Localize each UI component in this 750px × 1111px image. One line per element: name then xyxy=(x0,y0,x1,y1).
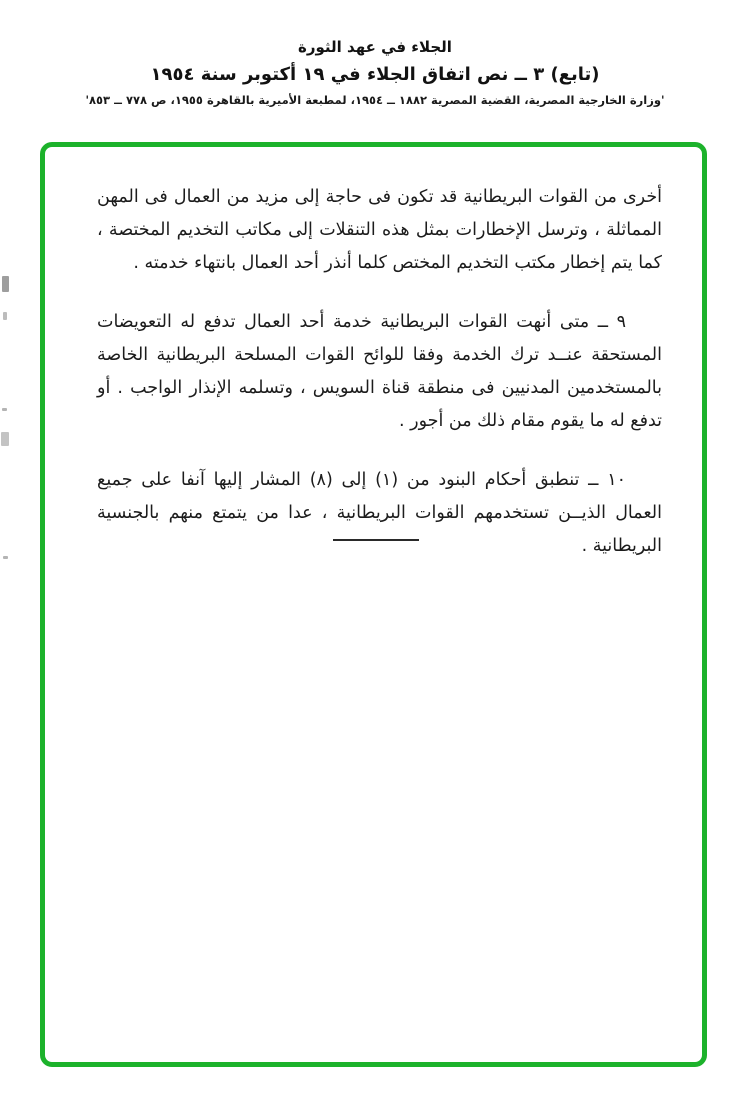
page-edge-ink-mark xyxy=(3,556,8,559)
source-citation: 'وزارة الخارجية المصرية، القضية المصرية ١٨٨٢ ــ ١٩٥٤، لمطبعة الأميرية بالقاهرة ١٩٥٥، ص ٧٧٨ ــ ٨٥٣' xyxy=(85,93,665,107)
book-title: الجلاء في عهد الثورة xyxy=(298,38,452,56)
section-end-rule xyxy=(333,539,419,541)
page-edge-ink-mark xyxy=(2,408,7,411)
page-edge-ink-mark xyxy=(1,432,9,446)
green-highlight-box xyxy=(40,142,707,1067)
page-edge-ink-mark xyxy=(3,312,7,320)
page-edge-ink-mark xyxy=(2,276,9,292)
document-header xyxy=(0,38,750,107)
paragraph-continuation: أخرى من القوات البريطانية قد تكون فى حاجة إلى مزيد من العمال فى المهن المماثلة ، وترسل الإخطارات بمثل هذه التنقلات إلى مكاتب التخديم المختصة ، كما يتم إخطار مكتب التخديم المختص كلما أنذر أحد العمال بانتهاء خدمته . xyxy=(97,187,662,273)
paragraph-clause-9: ٩ ــ متى أنهت القوات البريطانية خدمة أحد العمال تدفع له التعويضات المستحقة عنــد ترك الخدمة وفقا للوائح القوات المسلحة البريطانية الخاصة بالمستخدمين المدنيين فى منطقة قناة السويس ، وتسلمه الإنذار الواجب . أو تدفع له ما يقوم مقام ذلك من أجور . xyxy=(97,312,662,431)
section-subtitle: (تابع) ٣ ــ نص اتفاق الجلاء في ١٩ أكتوبر سنة ١٩٥٤ xyxy=(150,64,600,85)
paragraph-clause-10: ١٠ ــ تنطبق أحكام البنود من (١) إلى (٨) المشار إليها آنفا على جميع العمال الذيــن تستخدمهم القوات البريطانية ، عدا من يتمتع منهم بالجنسية البريطانية . xyxy=(97,470,662,556)
